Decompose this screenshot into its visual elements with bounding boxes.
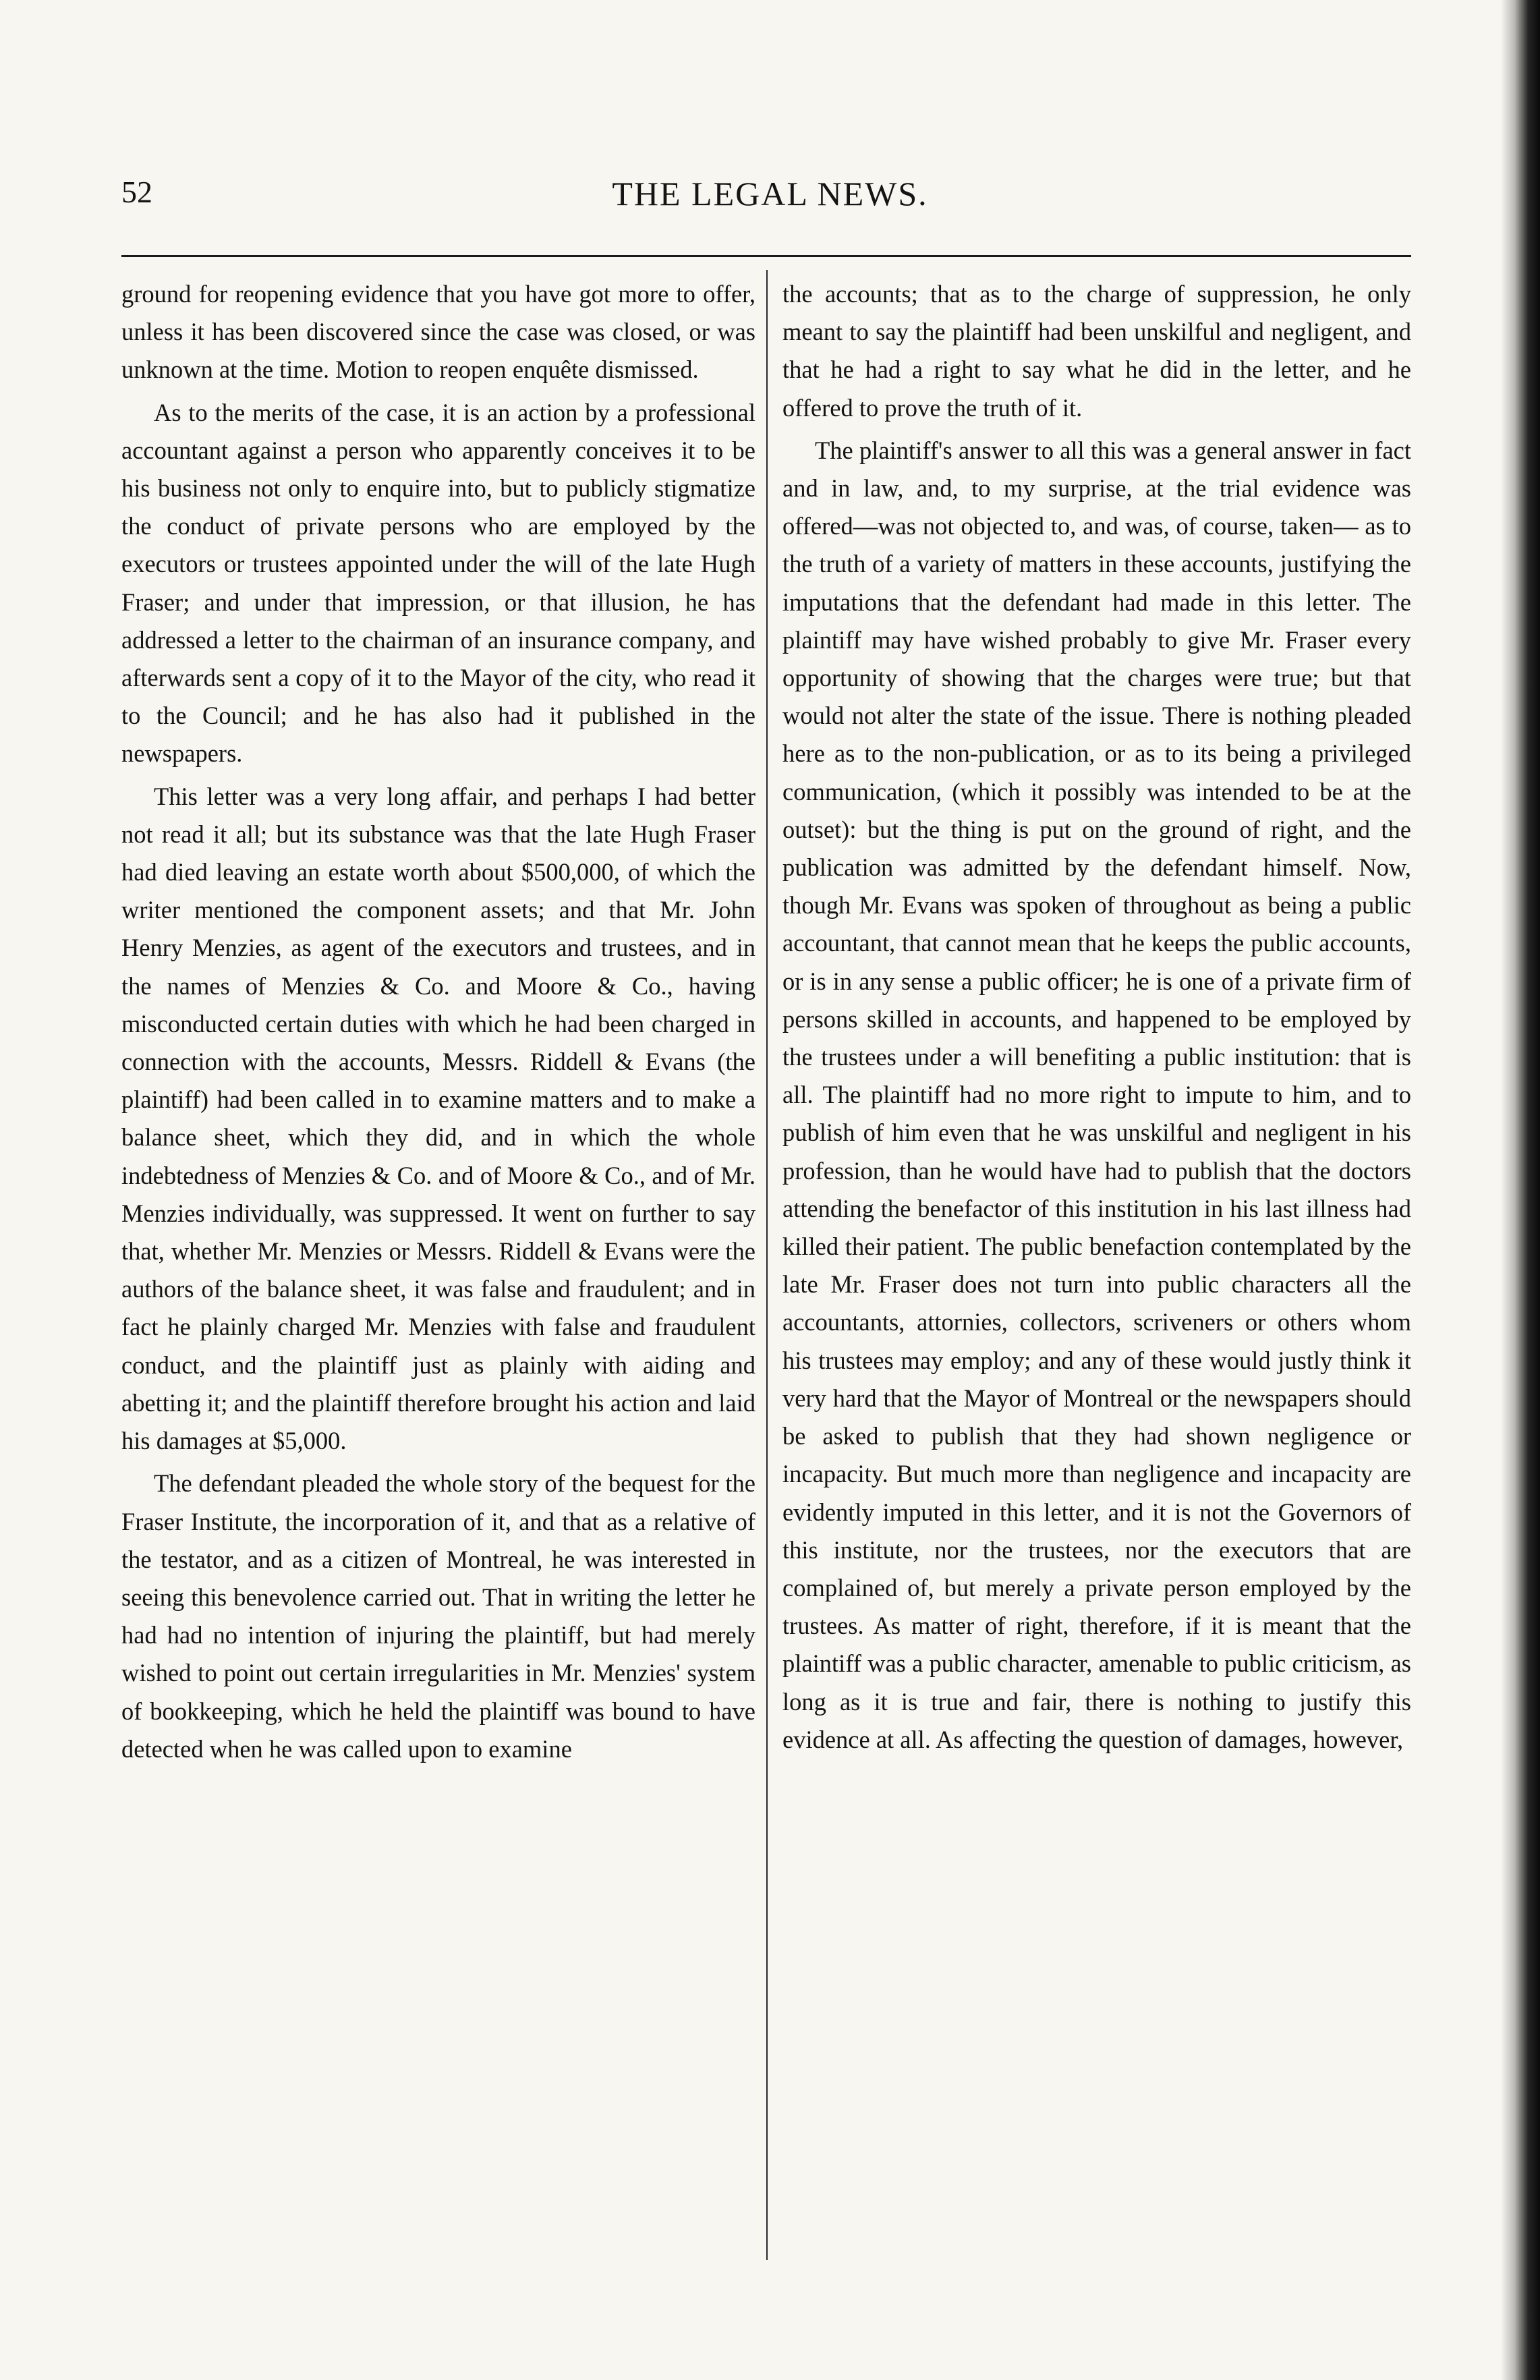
page-number: 52	[121, 175, 152, 209]
right-paragraph-2: The plaintiff's answer to all this was a general answer in fact and in law, and, to my surprise, at the trial evidence was offered—was not objected to, and was, of course, taken— as to the truth of a variety of matters in these accounts, justifying the imputations that the defendant had made in this letter. The plaintiff may have wished probably to give Mr. Fraser every opportunity of showing that the charges were true; but that would not alter the state of the issue. There is nothing pleaded here as to the non-publication, or as to its being a privileged communication, (which it possibly was intended to be at the outset): but the thing is put on the ground of right, and the publication was admitted by the defendant himself. Now, though Mr. Evans was spoken of throughout as being a public accountant, that cannot mean that he keeps the public accounts, or is in any sense a public officer; he is one of a private firm of persons skilled in accounts, and happened to be employed by the trustees under a will benefiting a public institution: that is all. The plaintiff had no more right to impute to him, and to publish of him even that he was unskilful and negligent in his profession, than he would have had to publish that the doctors attending the benefactor of this institution in his last illness had killed their patient. The public benefaction contemplated by the late Mr. Fraser does not turn into public characters all the accountants, attornies, collectors, scriveners or others whom his trustees may employ; and any of these would justly think it very hard that the Mayor of Montreal or the newspapers should be asked to publish that they had shown negligence or incapacity. But much more than negligence and incapacity are evidently imputed in this letter, and it is not the Governors of this institute, nor the trustees, nor the executors that are complained of, but merely a private person employed by the trustees. As matter of right, therefore, if it is meant that the plaintiff was a public character, amenable to public criticism, as long as it is true and fair, there is nothing to justify this evidence at all. As affecting the question of damages, however,	[782, 436, 1411, 1753]
column-divider	[766, 270, 768, 2260]
left-column	[121, 275, 755, 1773]
left-paragraph-3: This letter was a very long affair, and perhaps I had better not read it all; but its substance was that the late Hugh Fraser had died leaving an estate worth about $500,000, of which the writer mentioned the component assets; and that Mr. John Henry Menzies, as agent of the executors and trustees, and in the names of Menzies & Co. and Moore & Co., having misconducted certain duties with which he had been charged in connection with the accounts, Messrs. Riddell & Evans (the plaintiff) had been called in to examine matters and to make a balance sheet, which they did, and in which the whole indebtedness of Menzies & Co. and of Moore & Co., and of Mr. Menzies individually, was suppressed. It went on further to say that, whether Mr. Menzies or Messrs. Riddell & Evans were the authors of the balance sheet, it was false and fraudulent; and in fact he plainly charged Mr. Menzies with false and fraudulent conduct, and the plaintiff just as plainly with aiding and abetting it; and the plaintiff therefore brought his action and laid his damages at $5,000.	[121, 782, 755, 1455]
page-edge-shadow	[1501, 0, 1540, 2380]
right-column	[782, 275, 1411, 1763]
left-paragraph-1: ground for reopening evidence that you have got more to offer, unless it has been discovered since the case was closed, or was unknown at the time. Motion to reopen enquête dismissed.	[121, 280, 755, 384]
left-paragraph-4: The defendant pleaded the whole story of the bequest for the Fraser Institute, the incorporation of it, and that as a relative of the testator, and as a citizen of Montreal, he was interested in seeing this benevolence carried out. That in writing the letter he had had no intention of injuring the plaintiff, but had merely wished to point out certain irregularities in Mr. Menzies' system of bookkeeping, which he held the plaintiff was bound to have detected when he was called upon to examine	[121, 1469, 755, 1763]
header-rule	[121, 255, 1411, 257]
right-paragraph-1: the accounts; that as to the charge of suppression, he only meant to say the plaintiff had been unskilful and negligent, and that he had a right to say what he did in the letter, and he offered to prove the truth of it.	[782, 280, 1411, 422]
left-paragraph-2: As to the merits of the case, it is an action by a professional accountant against a person who apparently conceives it to be his business not only to enquire into, but to publicly stigmatize the conduct of private persons who are employed by the executors or trustees appointed under the will of the late Hugh Fraser; and under that impression, or that illusion, he has addressed a letter to the chairman of an insurance company, and afterwards sent a copy of it to the Mayor of the city, who read it to the Council; and he has also had it published in the newspapers.	[121, 398, 755, 768]
running-head-title: THE LEGAL NEWS.	[612, 175, 928, 213]
